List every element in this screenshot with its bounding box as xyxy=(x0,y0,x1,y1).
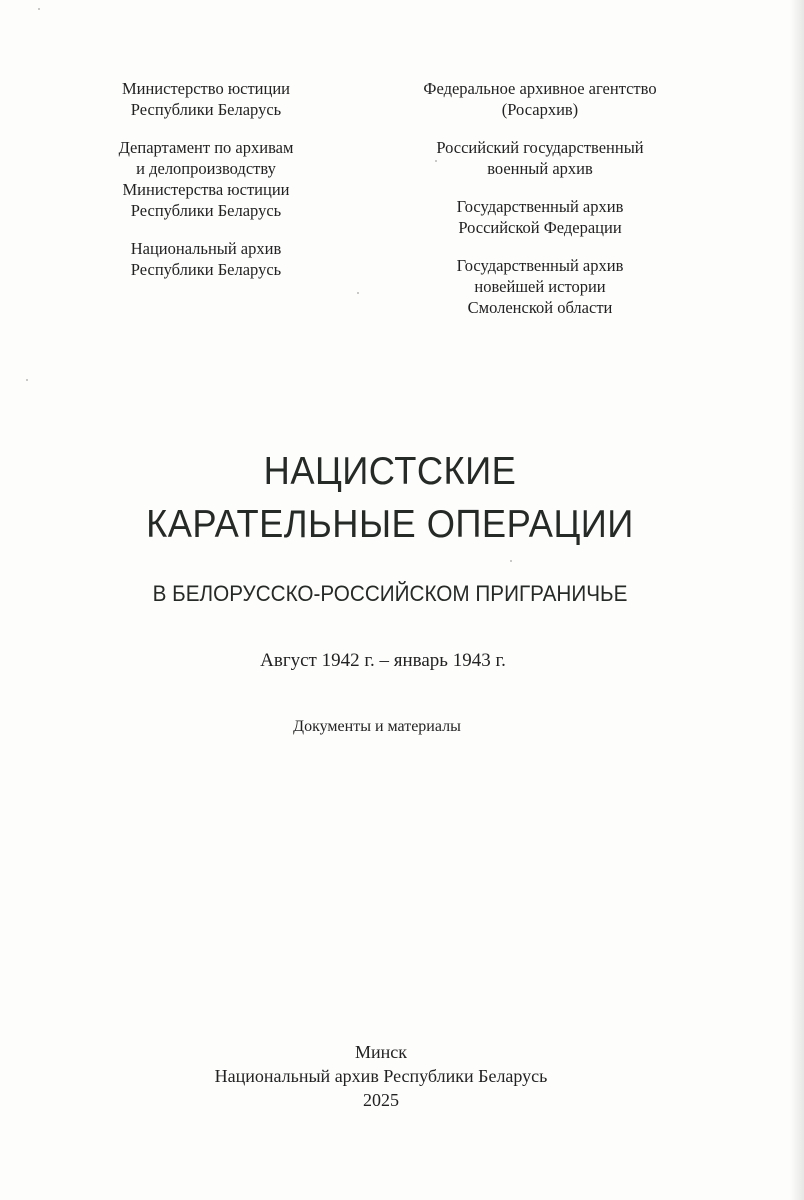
publishers-left-column xyxy=(88,78,324,297)
book-title-line-2: КАРАТЕЛЬНЫЕ ОПЕРАЦИИ xyxy=(146,503,634,546)
scan-speck xyxy=(510,560,512,562)
publisher-line: и делопроизводству xyxy=(136,159,276,178)
imprint-city: Минск xyxy=(354,1042,407,1062)
imprint-publisher: Национальный архив Республики Беларусь xyxy=(214,1066,548,1086)
publisher-block xyxy=(88,238,324,280)
imprint xyxy=(0,1040,762,1112)
publisher-line: Департамент по архивам xyxy=(118,138,294,157)
publisher-line: Смоленской области xyxy=(467,298,613,317)
publisher-line: Государственный архив xyxy=(456,197,624,216)
publisher-block xyxy=(398,78,682,120)
book-title xyxy=(0,445,780,551)
book-title-line-1: НАЦИСТСКИЕ xyxy=(263,450,517,493)
publisher-line: Российской Федерации xyxy=(458,218,622,237)
publisher-block xyxy=(398,255,682,318)
publisher-line: Республики Беларусь xyxy=(130,201,282,220)
genre-line: Документы и материалы xyxy=(293,718,461,735)
publishers-right-column xyxy=(398,78,682,335)
publisher-line: Министерства юстиции xyxy=(122,180,290,199)
publisher-line: военный архив xyxy=(487,159,593,178)
page-binding-edge xyxy=(790,0,804,1200)
publisher-line: Российский государственный xyxy=(436,138,644,157)
publisher-line: Министерство юстиции xyxy=(121,79,291,98)
scan-speck xyxy=(38,8,40,10)
publisher-block xyxy=(88,78,324,120)
book-subtitle: В БЕЛОРУССКО-РОССИЙСКОМ ПРИГРАНИЧЬЕ xyxy=(152,581,628,606)
scan-speck xyxy=(357,292,359,294)
publisher-line: Республики Беларусь xyxy=(130,260,282,279)
publisher-line: Государственный архив xyxy=(456,256,624,275)
publisher-line: Федеральное архивное агентство xyxy=(423,79,657,98)
publisher-block xyxy=(398,137,682,179)
scan-speck xyxy=(435,160,437,162)
publisher-line: (Росархив) xyxy=(501,100,579,119)
publisher-block xyxy=(88,137,324,221)
scan-speck xyxy=(26,379,28,381)
publisher-line: Республики Беларусь xyxy=(130,100,282,119)
period-range: Август 1942 г. – январь 1943 г. xyxy=(260,650,506,671)
publisher-line: новейшей истории xyxy=(474,277,606,296)
publisher-block xyxy=(398,196,682,238)
imprint-year: 2025 xyxy=(363,1090,399,1110)
publisher-line: Национальный архив xyxy=(130,239,282,258)
